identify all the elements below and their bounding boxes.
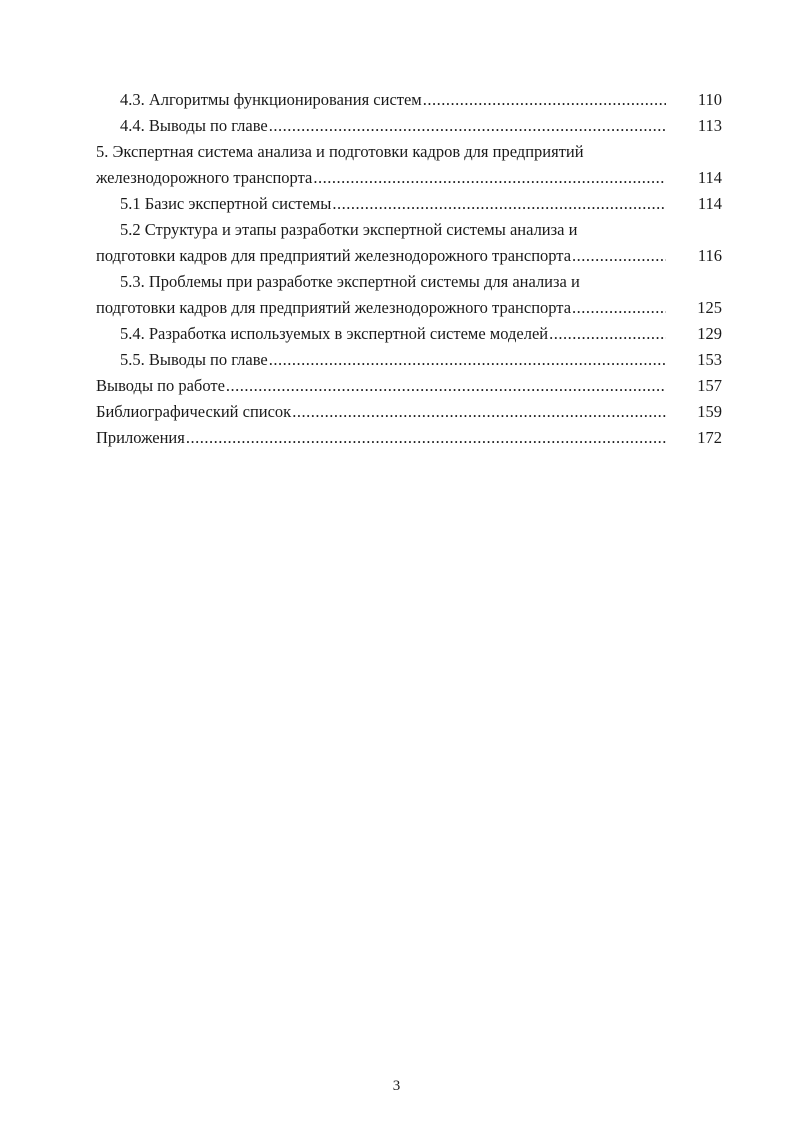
toc-leader-dots bbox=[186, 425, 666, 451]
toc-entry bbox=[96, 113, 722, 139]
toc-entry bbox=[96, 399, 722, 425]
toc-entry-title: 5.2 Структура и этапы разработки экспертной системы анализа и bbox=[120, 220, 578, 239]
toc-entry-title: 5.4. Разработка используемых в экспертной системе моделей bbox=[120, 324, 549, 343]
toc-entry bbox=[96, 373, 722, 399]
toc-entry bbox=[96, 269, 722, 321]
toc-leader-dots bbox=[226, 373, 666, 399]
toc-entry bbox=[96, 425, 722, 451]
toc-entry-title: Приложения bbox=[96, 428, 185, 447]
toc-entry-title: 4.3. Алгоритмы функционирования систем bbox=[120, 90, 422, 109]
toc-entry-page: 114 bbox=[697, 194, 722, 213]
toc-entry-title: 5.5. Выводы по главе bbox=[120, 350, 268, 369]
toc-entry-title: 5.3. Проблемы при разработке экспертной системы для анализа и bbox=[120, 272, 580, 291]
toc-entry bbox=[96, 321, 722, 347]
toc-leader-dots bbox=[423, 87, 666, 113]
toc-leader-dots bbox=[332, 191, 666, 217]
toc-entry-page: 113 bbox=[697, 116, 722, 135]
toc-entry bbox=[96, 191, 722, 217]
toc-entry-page: 129 bbox=[697, 324, 722, 343]
toc-entry-page: 157 bbox=[697, 376, 722, 395]
toc-entry-page: 159 bbox=[697, 402, 722, 421]
toc-entry-page: 114 bbox=[697, 168, 722, 187]
toc-entry-title: Выводы по работе bbox=[96, 376, 225, 395]
toc-entry-title: Библиографический список bbox=[96, 402, 292, 421]
toc-entry bbox=[96, 217, 722, 269]
toc-leader-dots bbox=[292, 399, 666, 425]
toc-entry bbox=[96, 87, 722, 113]
toc-entry-page: 172 bbox=[697, 428, 722, 447]
toc-entry bbox=[96, 139, 722, 191]
toc-entry-title: 4.4. Выводы по главе bbox=[120, 116, 268, 135]
toc-entry-page: 116 bbox=[697, 246, 722, 265]
page-number: 3 bbox=[392, 1078, 401, 1094]
toc-leader-dots bbox=[269, 113, 666, 139]
toc-entry bbox=[96, 347, 722, 373]
toc-entry-page: 153 bbox=[697, 350, 722, 369]
table-of-contents bbox=[96, 87, 722, 451]
toc-entry-title: 5.1 Базис экспертной системы bbox=[120, 194, 332, 213]
toc-entry-title-continued: подготовки кадров для предприятий железнодорожного транспорта bbox=[96, 246, 572, 265]
toc-entry-title-continued: железнодорожного транспорта bbox=[96, 168, 313, 187]
toc-leader-dots bbox=[572, 295, 666, 321]
toc-leader-dots bbox=[549, 321, 666, 347]
toc-entry-title-continued: подготовки кадров для предприятий железнодорожного транспорта bbox=[96, 298, 572, 317]
toc-entry-page: 125 bbox=[697, 298, 722, 317]
toc-entry-page: 110 bbox=[697, 90, 722, 109]
toc-leader-dots bbox=[572, 243, 666, 269]
toc-leader-dots bbox=[313, 165, 666, 191]
toc-leader-dots bbox=[269, 347, 666, 373]
toc-entry-title: 5. Экспертная система анализа и подготовки кадров для предприятий bbox=[96, 142, 584, 161]
